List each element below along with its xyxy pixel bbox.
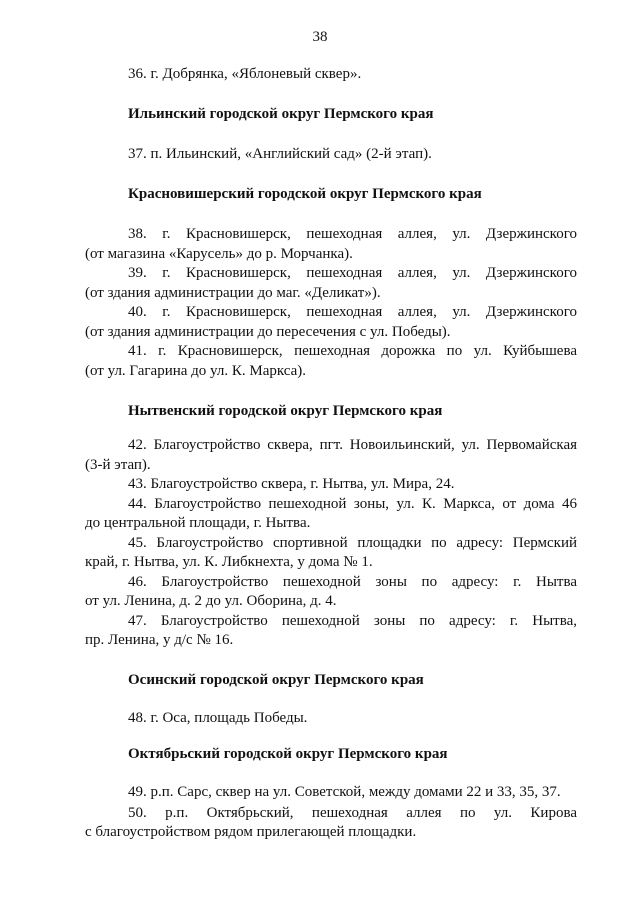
list-item-47-cont: пр. Ленина, у д/с № 16. [85, 632, 234, 648]
list-item-37: 37. п. Ильинский, «Английский сад» (2-й этап). [128, 146, 432, 162]
list-item-45: 45. Благоустройство спортивной площадки по адресу: Пермский [128, 535, 577, 551]
list-item-50: 50. р.п. Октябрьский, пешеходная аллея по ул. Кирова [128, 805, 577, 821]
list-item-36: 36. г. Добрянка, «Яблоневый сквер». [128, 66, 362, 82]
section-heading-ilinsky: Ильинский городской округ Пермского края [128, 106, 434, 122]
list-item-44-cont: до центральной площади, г. Нытва. [85, 515, 311, 531]
list-item-49: 49. р.п. Сарс, сквер на ул. Советской, между домами 22 и 33, 35, 37. [128, 784, 561, 800]
list-item-46-cont: от ул. Ленина, д. 2 до ул. Оборина, д. 4. [85, 593, 337, 609]
list-item-38-cont: (от магазина «Карусель» до р. Морчанка). [85, 246, 353, 262]
list-item-45-cont: край, г. Нытва, ул. К. Либкнехта, у дома № 1. [85, 554, 373, 570]
list-item-47: 47. Благоустройство пешеходной зоны по адресу: г. Нытва, [128, 613, 577, 629]
list-item-46: 46. Благоустройство пешеходной зоны по адресу: г. Нытва [128, 574, 577, 590]
list-item-41-cont: (от ул. Гагарина до ул. К. Маркса). [85, 363, 307, 379]
list-item-50-cont: с благоустройством рядом прилегающей площадки. [85, 824, 417, 840]
list-item-44: 44. Благоустройство пешеходной зоны, ул. К. Маркса, от дома 46 [128, 496, 577, 512]
list-item-40: 40. г. Красновишерск, пешеходная аллея, ул. Дзержинского [128, 304, 577, 320]
list-item-39: 39. г. Красновишерск, пешеходная аллея, ул. Дзержинского [128, 265, 577, 281]
list-item-48: 48. г. Оса, площадь Победы. [128, 710, 308, 726]
list-item-40-cont: (от здания администрации до пересечения с ул. Победы). [85, 324, 451, 340]
page-number: 38 [312, 29, 328, 45]
section-heading-oktyabrsky: Октябрьский городской округ Пермского края [128, 746, 448, 762]
list-item-42: 42. Благоустройство сквера, пгт. Новоильинский, ул. Первомайская [128, 437, 577, 453]
section-heading-osinsky: Осинский городской округ Пермского края [128, 672, 424, 688]
list-item-43: 43. Благоустройство сквера, г. Нытва, ул. Мира, 24. [128, 476, 455, 492]
section-heading-nytvensky: Нытвенский городской округ Пермского края [128, 403, 443, 419]
section-heading-krasnovishersky: Красновишерский городской округ Пермского края [128, 186, 482, 202]
list-item-41: 41. г. Красновишерск, пешеходная дорожка по ул. Куйбышева [128, 343, 577, 359]
list-item-42-cont: (3-й этап). [85, 457, 151, 473]
list-item-38: 38. г. Красновишерск, пешеходная аллея, ул. Дзержинского [128, 226, 577, 242]
list-item-39-cont: (от здания администрации до маг. «Деликат»). [85, 285, 381, 301]
